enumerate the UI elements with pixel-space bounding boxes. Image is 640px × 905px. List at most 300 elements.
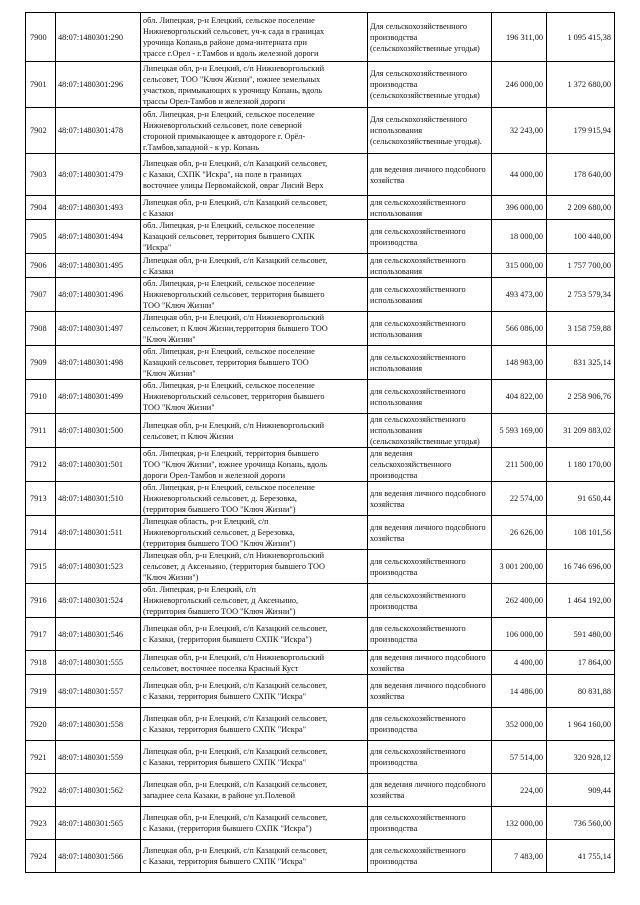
- row-number-cell: [26, 448, 56, 482]
- row-number-cell: [26, 196, 56, 220]
- permitted-use-cell: [368, 154, 492, 196]
- cadastral-number-cell: [56, 516, 141, 550]
- parcel-area: 396 000,00: [505, 203, 543, 212]
- permitted-use-cell: [368, 741, 492, 774]
- parcel-area-cell: [492, 840, 547, 873]
- cadastral-number: 48:07:1480301:566: [58, 851, 123, 861]
- parcel-area: 404 822,00: [505, 392, 543, 401]
- cadastral-number-cell: [56, 741, 141, 774]
- parcel-address-cell: [141, 380, 368, 414]
- permitted-use: для ведения сельскохозяйственного производства: [370, 449, 452, 480]
- row-number: 7915: [30, 562, 47, 571]
- cadastral-value: 1 372 680,00: [567, 80, 611, 89]
- parcel-area-cell: [492, 380, 547, 414]
- permitted-use: Для сельскохозяйственного производства (сельскохозяйственные угодья): [370, 21, 480, 53]
- cadastral-number-cell: [56, 312, 141, 346]
- cadastral-number: 48:07:1480301:557: [58, 686, 123, 696]
- cadastral-number: 48:07:1480301:478: [58, 126, 123, 135]
- permitted-use-cell: [368, 618, 492, 651]
- cadastral-value-cell: [547, 346, 615, 380]
- parcel-area-cell: [492, 62, 547, 108]
- table-body: [26, 13, 615, 873]
- cadastral-number: 48:07:1480301:511: [58, 528, 123, 537]
- parcel-address: Липецкая обл, р-н Елецкий, с/п Казацкий сельсовет, с Казаки, территория бывшего СХПК "Искра": [143, 681, 328, 701]
- cadastral-number-cell: [56, 448, 141, 482]
- parcel-area-cell: [492, 220, 547, 254]
- cadastral-value-cell: [547, 708, 615, 741]
- parcel-area: 196 311,00: [505, 32, 543, 42]
- cadastral-number: 48:07:1480301:497: [58, 324, 123, 333]
- parcel-area-cell: [492, 550, 547, 584]
- parcel-address-cell: [141, 220, 368, 254]
- parcel-address: обл. Липецкая, р-н Елецкий, сельское поселение Нижневоргольский сельсовет, уч-к сада в границах урочища Копань,в районе дома-интерната при трассе г.Орел - г.Тамбов и вдоль железной дороги: [143, 16, 325, 58]
- cadastral-value-cell: [547, 482, 615, 516]
- cadastral-value-cell: [547, 62, 615, 108]
- row-number: 7903: [30, 170, 47, 179]
- cadastral-number: 48:07:1480301:523: [58, 562, 123, 571]
- cadastral-value: 31 209 883,02: [563, 426, 611, 435]
- cadastral-number-cell: [56, 414, 141, 448]
- parcel-area-cell: [492, 675, 547, 708]
- permitted-use-cell: [368, 516, 492, 550]
- cadastral-value-cell: [547, 154, 615, 196]
- row-number: 7917: [30, 629, 47, 639]
- parcel-address-cell: [141, 516, 368, 550]
- row-number-cell: [26, 278, 56, 312]
- parcel-area-cell: [492, 414, 547, 448]
- cadastral-number-cell: [56, 62, 141, 108]
- parcel-address: Липецкая область, р-н Елецкий, с/п Нижневоргольский сельсовет, д Березовка, (территория бывшего ТОО "Ключ Жизни"): [143, 517, 296, 548]
- parcel-address: обл. Липецкая, р-н Елецкий, с/п Нижневоргольский сельсовет, д Аксеньино, (территория бывшего ТОО "Ключ Жизни"): [143, 585, 299, 616]
- row-number-cell: [26, 516, 56, 550]
- row-number: 7918: [30, 658, 47, 667]
- permitted-use-cell: [368, 62, 492, 108]
- parcel-address-cell: [141, 254, 368, 278]
- parcel-area-cell: [492, 196, 547, 220]
- cadastral-value: 591 480,00: [573, 629, 611, 639]
- cadastral-value: 831 325,14: [573, 358, 611, 367]
- parcel-address-cell: [141, 708, 368, 741]
- cadastral-value: 1 180 170,00: [567, 460, 611, 469]
- permitted-use: для сельскохозяйственного использования: [370, 386, 466, 407]
- permitted-use-cell: [368, 108, 492, 154]
- cadastral-number-cell: [56, 584, 141, 618]
- row-number-cell: [26, 13, 56, 62]
- cadastral-number: 48:07:1480301:499: [58, 392, 123, 401]
- cadastral-value-cell: [547, 108, 615, 154]
- table-row: [26, 13, 615, 62]
- permitted-use: для сельскохозяйственного использования: [370, 318, 466, 339]
- cadastral-value-cell: [547, 380, 615, 414]
- cadastral-value: 1 095 415,38: [567, 32, 611, 42]
- table-row: [26, 741, 615, 774]
- cadastral-value: 736 560,00: [573, 818, 611, 828]
- cadastral-number-cell: [56, 840, 141, 873]
- cadastral-number: 48:07:1480301:296: [58, 80, 123, 89]
- cadastral-number-cell: [56, 13, 141, 62]
- cadastral-value-cell: [547, 675, 615, 708]
- cadastral-number-cell: [56, 482, 141, 516]
- row-number-cell: [26, 482, 56, 516]
- parcel-area-cell: [492, 774, 547, 807]
- row-number: 7914: [30, 528, 47, 537]
- parcel-address-cell: [141, 154, 368, 196]
- permitted-use: для сельскохозяйственного производства: [370, 590, 466, 611]
- row-number: 7904: [30, 203, 47, 212]
- cadastral-value: 2 753 579,34: [567, 290, 611, 299]
- row-number: 7912: [30, 460, 47, 469]
- cadastral-number: 48:07:1480301:558: [58, 719, 123, 729]
- cadastral-number-cell: [56, 196, 141, 220]
- row-number-cell: [26, 254, 56, 278]
- cadastral-number: 48:07:1480301:494: [58, 232, 123, 241]
- cadastral-value: 179 915,94: [573, 126, 611, 135]
- table-row: [26, 651, 615, 675]
- permitted-use-cell: [368, 414, 492, 448]
- row-number: 7922: [30, 785, 47, 795]
- cadastral-value-cell: [547, 651, 615, 675]
- cadastral-value: 91 650,44: [577, 494, 611, 503]
- table-row: [26, 254, 615, 278]
- parcel-address-cell: [141, 312, 368, 346]
- row-number: 7911: [30, 426, 47, 435]
- parcel-address-cell: [141, 448, 368, 482]
- cadastral-number: 48:07:1480301:479: [58, 170, 123, 179]
- permitted-use: для сельскохозяйственного производства: [370, 714, 466, 734]
- cadastral-number-cell: [56, 154, 141, 196]
- row-number-cell: [26, 414, 56, 448]
- parcel-address-cell: [141, 550, 368, 584]
- permitted-use-cell: [368, 254, 492, 278]
- table-row: [26, 840, 615, 873]
- parcel-address: обл. Липецкая, р-н Елецкий, сельское поселение Нижневоргольский сельсовет, поле северной стороной примыкающее к автодороге г. Орёл- г.Тамбов,западной - к ур. Копань: [143, 109, 315, 152]
- cadastral-number-cell: [56, 651, 141, 675]
- permitted-use-cell: [368, 13, 492, 62]
- row-number-cell: [26, 840, 56, 873]
- permitted-use-cell: [368, 482, 492, 516]
- parcel-address-cell: [141, 840, 368, 873]
- cadastral-value: 178 640,00: [573, 170, 611, 179]
- parcel-area-cell: [492, 312, 547, 346]
- parcel-address-cell: [141, 651, 368, 675]
- row-number: 7923: [30, 818, 47, 828]
- cadastral-number-cell: [56, 380, 141, 414]
- row-number: 7920: [30, 719, 47, 729]
- permitted-use: для сельскохозяйственного использования: [370, 255, 466, 276]
- parcel-area: 566 086,00: [505, 324, 543, 333]
- cadastral-value-cell: [547, 516, 615, 550]
- parcel-area-cell: [492, 618, 547, 651]
- row-number-cell: [26, 62, 56, 108]
- row-number-cell: [26, 154, 56, 196]
- permitted-use-cell: [368, 380, 492, 414]
- parcel-area-cell: [492, 108, 547, 154]
- row-number: 7913: [30, 494, 47, 503]
- cadastral-value: 2 209 680,00: [567, 203, 611, 212]
- cadastral-value: 909,44: [588, 785, 611, 795]
- permitted-use: для сельскохозяйственного производства: [370, 624, 466, 644]
- row-number-cell: [26, 618, 56, 651]
- parcel-area: 352 000,00: [505, 719, 543, 729]
- parcel-area: 57 514,00: [509, 752, 543, 762]
- parcel-address-cell: [141, 346, 368, 380]
- permitted-use: для ведения личного подсобного хозяйства: [370, 164, 486, 185]
- parcel-address: Липецкая обл, р-н Елецкий, с/п Нижневоргольский сельсовет, ТОО "Ключ Жизни", южнее земельных участков, примыкающих к урочищу Копань, вдоль трассы Орел-Тамбов и железной дороги: [143, 63, 325, 106]
- permitted-use-cell: [368, 448, 492, 482]
- row-number: 7905: [30, 232, 47, 241]
- table-row: [26, 312, 615, 346]
- parcel-area-cell: [492, 278, 547, 312]
- cadastral-value-cell: [547, 840, 615, 873]
- cadastral-number-cell: [56, 108, 141, 154]
- table-row: [26, 584, 615, 618]
- cadastral-number: 48:07:1480301:559: [58, 752, 123, 762]
- cadastral-value-cell: [547, 13, 615, 62]
- parcel-address: обл. Липецкая, р-н Елецкий, сельское поселение Нижневоргольский сельсовет, д. Березовка, (территория бывшего ТОО "Ключ Жизни"): [143, 483, 315, 514]
- parcel-address: Липецкая обл, р-н Елецкий, с/п Казацкий сельсовет, с Казаки, (территория бывшего СХПК "Искра"): [143, 813, 328, 833]
- permitted-use: для ведения личного подсобного хозяйства: [370, 488, 486, 509]
- cadastral-value: 17 864,00: [577, 658, 611, 667]
- table-row: [26, 550, 615, 584]
- parcel-address-cell: [141, 807, 368, 840]
- parcel-area: 7 483,00: [513, 851, 543, 861]
- parcel-address: Липецкая обл, р-н Елецкий, с/п Казацкий сельсовет, с Казаки, территория бывшего СХПК "Искра": [143, 714, 328, 734]
- parcel-area-cell: [492, 154, 547, 196]
- parcel-address-cell: [141, 774, 368, 807]
- table-row: [26, 380, 615, 414]
- parcel-area: 3 001 200,00: [499, 562, 543, 571]
- table-row: [26, 414, 615, 448]
- parcel-address: обл. Липецкая, р-н Елецкий, территория бывшего ТОО "Ключ Жизни", южнее урочища Копань, вдоль дороги Орел-Тамбов и железной дороги: [143, 449, 328, 480]
- parcel-area-cell: [492, 448, 547, 482]
- cadastral-number-cell: [56, 618, 141, 651]
- parcel-area-cell: [492, 482, 547, 516]
- permitted-use-cell: [368, 196, 492, 220]
- parcel-area: 246 000,00: [505, 80, 543, 89]
- permitted-use-cell: [368, 774, 492, 807]
- parcel-area-cell: [492, 584, 547, 618]
- parcel-address-cell: [141, 13, 368, 62]
- table-row: [26, 774, 615, 807]
- parcel-address: обл. Липецкая, р-н Елецкий, сельское поселение Казацкий сельсовет, территория бывшего СХПК "Искра": [143, 221, 315, 252]
- cadastral-number-cell: [56, 254, 141, 278]
- cadastral-value-cell: [547, 550, 615, 584]
- parcel-address-cell: [141, 482, 368, 516]
- parcel-area-cell: [492, 13, 547, 62]
- cadastral-number: 48:07:1480301:546: [58, 629, 123, 639]
- cadastral-value-cell: [547, 312, 615, 346]
- table-row: [26, 516, 615, 550]
- cadastral-value: 108 101,56: [573, 528, 611, 537]
- parcel-area: 18 000,00: [509, 232, 543, 241]
- cadastral-number: 48:07:1480301:565: [58, 818, 123, 828]
- permitted-use-cell: [368, 550, 492, 584]
- cadastral-number-cell: [56, 675, 141, 708]
- table-row: [26, 618, 615, 651]
- cadastral-value: 80 831,88: [577, 686, 611, 696]
- parcel-address: Липецкая обл, р-н Елецкий, с/п Казацкий сельсовет, с Казаки, (территория бывшего СХПК "Искра"): [143, 624, 328, 644]
- parcel-area: 26 626,00: [509, 528, 543, 537]
- parcel-area-cell: [492, 708, 547, 741]
- cadastral-number: 48:07:1480301:501: [58, 460, 123, 469]
- parcel-address: Липецкая обл, р-н Елецкий, с/п Казацкий сельсовет, с Казаки, СХПК "Искра", на поле в границах восточнее улицы Первомайской, овраг Лисий Верх: [143, 159, 328, 190]
- land-parcels-table: [25, 12, 615, 873]
- cadastral-number-cell: [56, 278, 141, 312]
- parcel-address: Липецкая обл, р-н Елецкий, с/п Нижневоргольский сельсовет, п Ключ Жизни,территория бывшего ТОО "Ключ Жизни": [143, 313, 328, 344]
- parcel-address-cell: [141, 62, 368, 108]
- parcel-address: обл. Липецкая, р-н Елецкий, сельское поселение Нижневоргольский сельсовет, территория бывшего ТОО "Ключ Жизни": [143, 279, 325, 310]
- cadastral-number: 48:07:1480301:500: [58, 426, 123, 435]
- permitted-use: для ведения личного подсобного хозяйства: [370, 681, 486, 701]
- row-number-cell: [26, 651, 56, 675]
- permitted-use: для сельскохозяйственного производства: [370, 747, 466, 767]
- permitted-use: для ведения личного подсобного хозяйства: [370, 652, 486, 673]
- parcel-address: Липецкая обл, р-н Елецкий, с/п Нижневоргольский сельсовет, п Ключ Жизни: [143, 420, 325, 441]
- parcel-address-cell: [141, 414, 368, 448]
- row-number-cell: [26, 807, 56, 840]
- parcel-area: 5 593 169,00: [499, 426, 543, 435]
- cadastral-value-cell: [547, 196, 615, 220]
- parcel-address: обл. Липецкая, р-н Елецкий, сельское поселение Нижневоргольский сельсовет, территория бывшего ТОО "Ключ Жизни": [143, 381, 325, 412]
- row-number: 7907: [30, 290, 47, 299]
- cadastral-value: 1 964 160,00: [567, 719, 611, 729]
- cadastral-number-cell: [56, 774, 141, 807]
- cadastral-value: 16 746 696,00: [563, 562, 611, 571]
- parcel-address-cell: [141, 584, 368, 618]
- row-number: 7916: [30, 596, 47, 605]
- permitted-use-cell: [368, 312, 492, 346]
- table-row: [26, 448, 615, 482]
- permitted-use: для сельскохозяйственного производства: [370, 813, 466, 833]
- parcel-address: Липецкая обл, р-н Елецкий, с/п Казацкий сельсовет, с Казаки: [143, 255, 328, 276]
- cadastral-value: 41 755,14: [577, 851, 611, 861]
- parcel-address: Липецкая обл, р-н Елецкий, с/п Казацкий сельсовет, с Казаки, территория бывшего СХПК "Искра": [143, 846, 328, 866]
- parcel-address-cell: [141, 675, 368, 708]
- cadastral-value: 1 757 700,00: [567, 261, 611, 270]
- row-number: 7906: [30, 261, 47, 270]
- parcel-area: 315 000,00: [505, 261, 543, 270]
- cadastral-value-cell: [547, 618, 615, 651]
- table-row: [26, 482, 615, 516]
- parcel-area: 4 400,00: [513, 658, 543, 667]
- permitted-use: для ведения личного подсобного хозяйства: [370, 780, 486, 800]
- cadastral-number: 48:07:1480301:510: [58, 494, 123, 503]
- cadastral-number: 48:07:1480301:524: [58, 596, 123, 605]
- cadastral-number: 48:07:1480301:493: [58, 203, 123, 212]
- parcel-area: 224,00: [520, 785, 543, 795]
- row-number: 7902: [30, 126, 47, 135]
- permitted-use: для сельскохозяйственного использования (сельскохозяйственные угодья): [370, 415, 480, 446]
- row-number-cell: [26, 708, 56, 741]
- permitted-use-cell: [368, 807, 492, 840]
- cadastral-number: 48:07:1480301:555: [58, 658, 123, 667]
- cadastral-number: 48:07:1480301:498: [58, 358, 123, 367]
- parcel-area: 22 574,00: [509, 494, 543, 503]
- row-number-cell: [26, 774, 56, 807]
- parcel-area: 106 000,00: [505, 629, 543, 639]
- table-row: [26, 154, 615, 196]
- parcel-area: 148 983,00: [505, 358, 543, 367]
- parcel-area: 32 243,00: [509, 126, 543, 135]
- parcel-area: 132 000,00: [505, 818, 543, 828]
- permitted-use: для сельскохозяйственного использования: [370, 352, 466, 373]
- parcel-address: Липецкая обл, р-н Елецкий, с/п Нижневоргольский сельсовет, д Аксеньино, (территория бывшего ТОО "Ключ Жизни"): [143, 551, 326, 582]
- permitted-use-cell: [368, 840, 492, 873]
- row-number-cell: [26, 380, 56, 414]
- parcel-area: 262 400,00: [505, 596, 543, 605]
- parcel-area-cell: [492, 346, 547, 380]
- permitted-use-cell: [368, 651, 492, 675]
- table-row: [26, 220, 615, 254]
- permitted-use: для ведения личного подсобного хозяйства: [370, 522, 486, 543]
- parcel-address: обл. Липецкая, р-н Елецкий, сельское поселение Казацкий сельсовет, территория бывшего ТОО "Ключ Жизни": [143, 347, 315, 378]
- cadastral-value-cell: [547, 254, 615, 278]
- cadastral-value: 3 158 759,88: [567, 324, 611, 333]
- permitted-use: для сельскохозяйственного использования: [370, 197, 466, 218]
- row-number: 7908: [30, 324, 47, 333]
- row-number: 7900: [30, 32, 47, 42]
- cadastral-value-cell: [547, 278, 615, 312]
- parcel-area: 493 473,00: [505, 290, 543, 299]
- table-row: [26, 196, 615, 220]
- cadastral-value-cell: [547, 448, 615, 482]
- table-row: [26, 278, 615, 312]
- cadastral-number: 48:07:1480301:496: [58, 290, 123, 299]
- row-number: 7909: [30, 358, 47, 367]
- parcel-area-cell: [492, 516, 547, 550]
- cadastral-number: 48:07:1480301:290: [58, 32, 123, 42]
- cadastral-value-cell: [547, 414, 615, 448]
- parcel-area-cell: [492, 254, 547, 278]
- permitted-use-cell: [368, 346, 492, 380]
- row-number: 7921: [30, 752, 47, 762]
- cadastral-value-cell: [547, 807, 615, 840]
- parcel-address-cell: [141, 196, 368, 220]
- parcel-address-cell: [141, 618, 368, 651]
- cadastral-number-cell: [56, 220, 141, 254]
- permitted-use: для сельскохозяйственного использования: [370, 284, 466, 305]
- table-row: [26, 708, 615, 741]
- parcel-address-cell: [141, 741, 368, 774]
- table-row: [26, 62, 615, 108]
- permitted-use-cell: [368, 584, 492, 618]
- table-row: [26, 346, 615, 380]
- permitted-use: Для сельскохозяйственного производства (сельскохозяйственные угодья): [370, 69, 480, 100]
- parcel-address: Липецкая обл, р-н Елецкий, с/п Казацкий сельсовет, с Казаки: [143, 197, 328, 218]
- parcel-area: 44 000,00: [509, 170, 543, 179]
- cadastral-value-cell: [547, 220, 615, 254]
- permitted-use: для сельскохозяйственного производства: [370, 226, 466, 247]
- row-number-cell: [26, 741, 56, 774]
- row-number: 7910: [30, 392, 47, 401]
- cadastral-number: 48:07:1480301:562: [58, 785, 123, 795]
- cadastral-number-cell: [56, 807, 141, 840]
- row-number-cell: [26, 346, 56, 380]
- row-number-cell: [26, 584, 56, 618]
- parcel-address-cell: [141, 108, 368, 154]
- row-number-cell: [26, 550, 56, 584]
- parcel-address-cell: [141, 278, 368, 312]
- permitted-use: для сельскохозяйственного производства: [370, 556, 466, 577]
- parcel-area-cell: [492, 651, 547, 675]
- parcel-address: Липецкая обл, р-н Елецкий, с/п Казацкий сельсовет, с Казаки, территория бывшего СХПК "Искра": [143, 747, 328, 767]
- parcel-area: 14 486,00: [509, 686, 543, 696]
- row-number-cell: [26, 220, 56, 254]
- parcel-area-cell: [492, 741, 547, 774]
- row-number-cell: [26, 675, 56, 708]
- cadastral-value: 320 928,12: [573, 752, 611, 762]
- row-number: 7901: [30, 80, 47, 89]
